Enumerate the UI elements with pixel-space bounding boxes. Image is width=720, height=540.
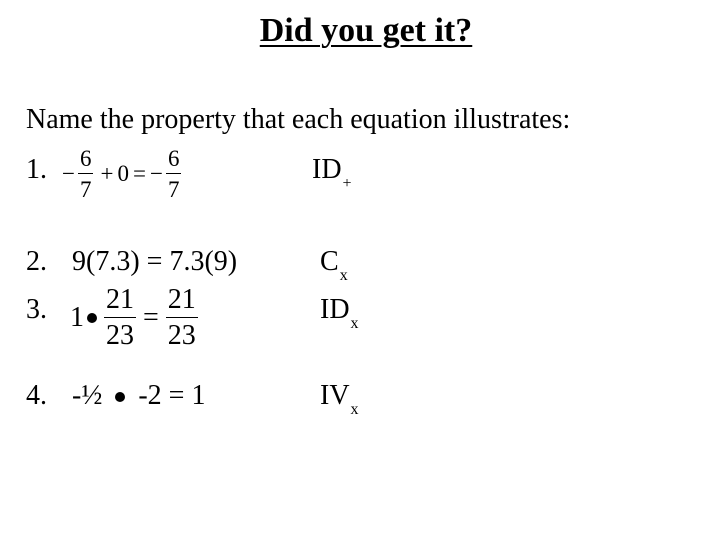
fraction xyxy=(166,147,182,201)
zero: 0 xyxy=(117,161,129,186)
item-2-number: 2. xyxy=(26,246,47,277)
answer-main: ID xyxy=(320,294,350,325)
plus-sign: + xyxy=(100,161,114,186)
fraction-denominator: 23 xyxy=(166,317,198,350)
fraction-numerator: 21 xyxy=(106,284,134,315)
multiplication-dot-icon xyxy=(115,392,125,402)
answer-subscript: x xyxy=(350,315,359,332)
answer-main: IV xyxy=(320,380,350,411)
item-4-number: 4. xyxy=(26,380,47,411)
item-3-equation xyxy=(70,286,201,350)
equation-right: -2 = 1 xyxy=(138,380,206,411)
answer-main: C xyxy=(320,246,339,277)
item-3-number: 3. xyxy=(26,294,47,325)
item-2-equation: 9(7.3) = 7.3(9) xyxy=(72,246,238,277)
fraction-numerator: 21 xyxy=(167,284,196,315)
fraction-numerator: 6 xyxy=(167,146,180,171)
answer-subscript: x xyxy=(339,267,348,284)
fraction xyxy=(166,286,198,350)
slide-title: Did you get it? xyxy=(259,12,473,49)
item-4-equation xyxy=(72,380,205,412)
instruction-text: Name the property that each equation illustrates: xyxy=(26,104,571,135)
item-1-number: 1. xyxy=(26,154,47,185)
fraction-numerator: 6 xyxy=(79,146,92,171)
item-3-answer xyxy=(320,294,359,332)
item-1-equation xyxy=(62,147,184,201)
minus-sign: − xyxy=(62,161,75,186)
answer-subscript: x xyxy=(350,401,359,418)
equals-sign: = xyxy=(143,302,159,333)
fraction xyxy=(78,147,94,201)
equation-left: -½ xyxy=(72,380,103,411)
multiplication-dot-icon xyxy=(87,313,97,323)
minus-sign: − xyxy=(149,161,163,186)
answer-main: ID xyxy=(312,154,342,185)
equals-sign: = xyxy=(132,161,146,186)
fraction-denominator: 7 xyxy=(78,173,94,201)
item-4-answer xyxy=(320,380,359,418)
fraction-denominator: 23 xyxy=(104,317,136,350)
fraction-denominator: 7 xyxy=(166,173,182,201)
item-1-answer xyxy=(312,154,352,192)
one: 1 xyxy=(70,302,84,333)
fraction xyxy=(104,286,136,350)
item-2-answer xyxy=(320,246,348,284)
answer-subscript: + xyxy=(342,175,352,192)
